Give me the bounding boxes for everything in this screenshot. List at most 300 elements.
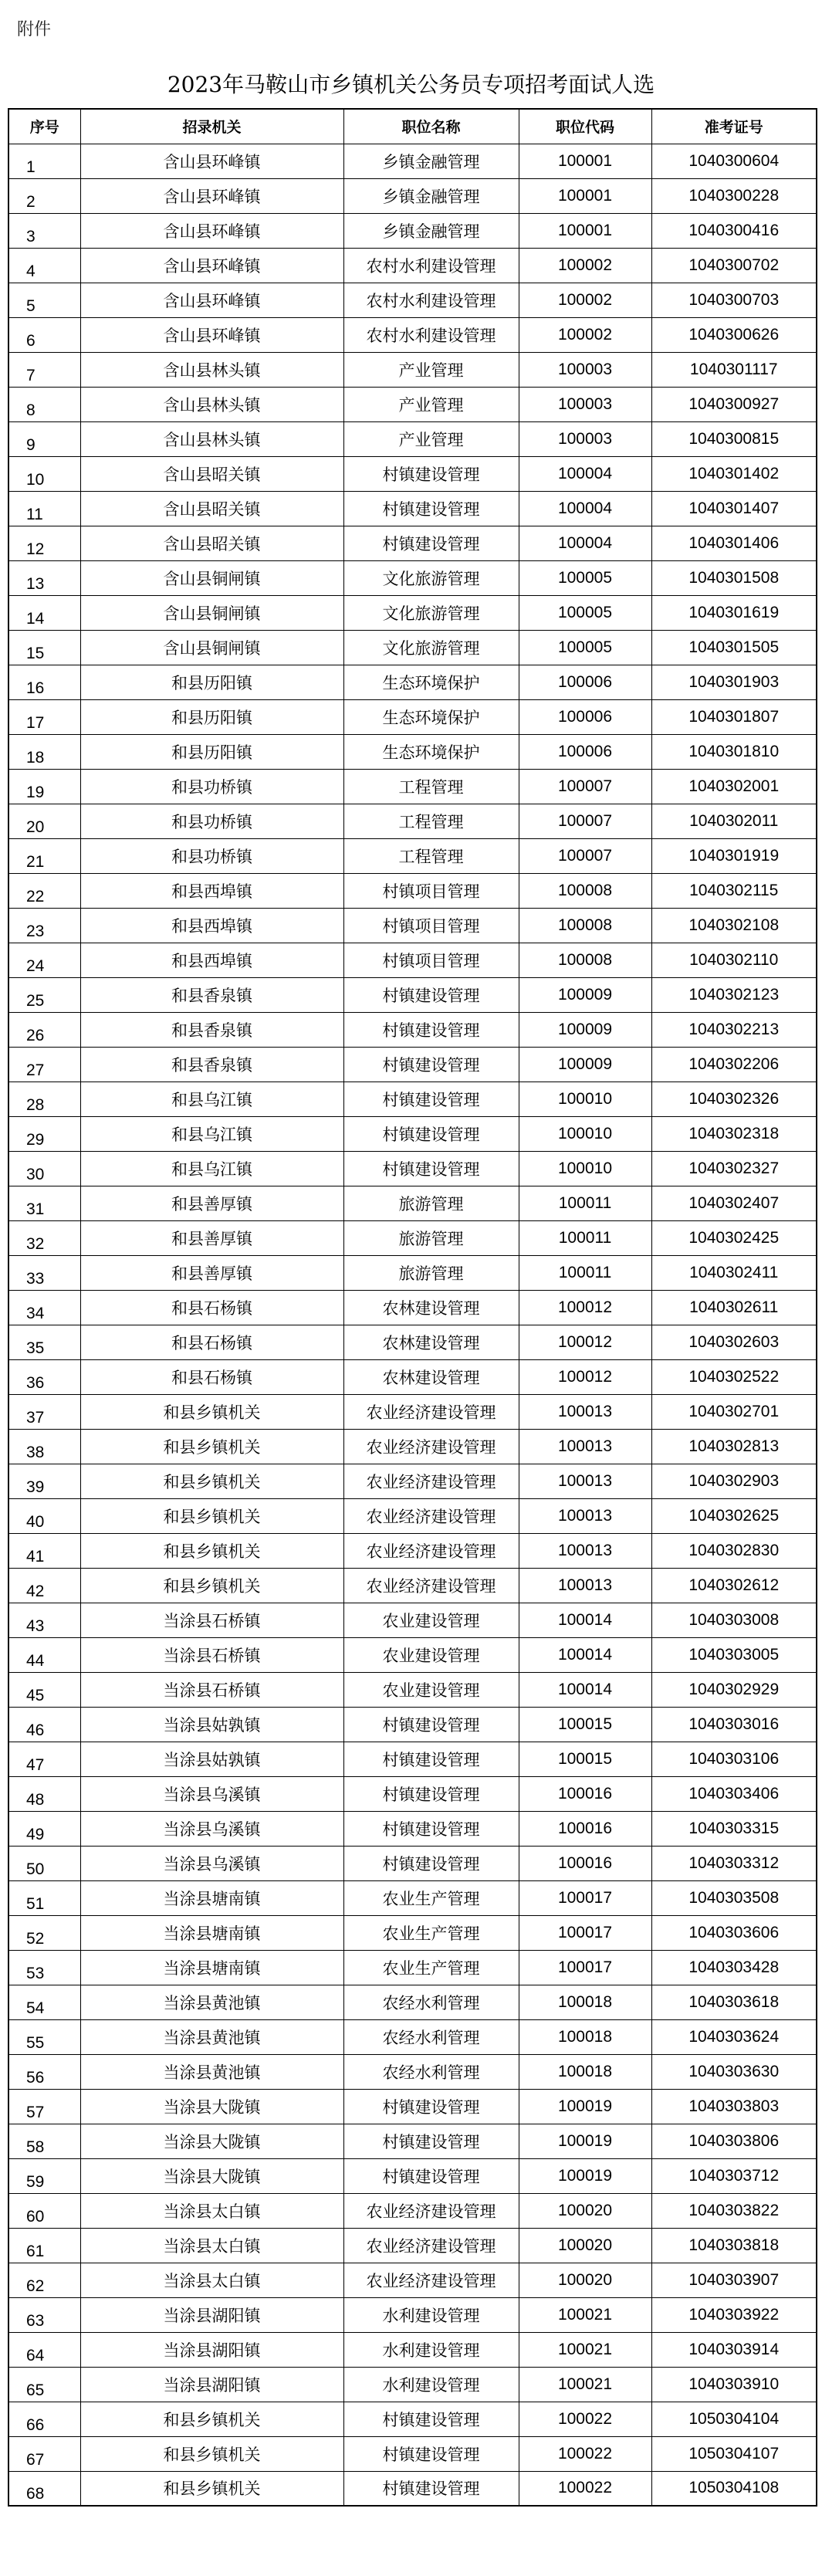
cell-agency: 和县香泉镇	[80, 1047, 343, 1082]
cell-position-code: 100003	[519, 421, 651, 456]
cell-serial: 16	[8, 665, 80, 699]
table-row	[8, 2019, 817, 2054]
cell-serial: 63	[8, 2297, 80, 2332]
cell-position: 工程管理	[343, 838, 519, 873]
cell-serial: 50	[8, 1846, 80, 1880]
cell-ticket-number: 1040301903	[651, 665, 817, 699]
cell-agency: 和县乡镇机关	[80, 2436, 343, 2471]
cell-agency: 和县石杨镇	[80, 1290, 343, 1325]
cell-position: 农经水利管理	[343, 2019, 519, 2054]
cell-ticket-number: 1040303406	[651, 1776, 817, 1811]
cell-serial: 26	[8, 1012, 80, 1047]
cell-position-code: 100014	[519, 1672, 651, 1707]
cell-position: 农业建设管理	[343, 1637, 519, 1672]
cell-serial: 12	[8, 526, 80, 560]
cell-position: 工程管理	[343, 769, 519, 804]
cell-ticket-number: 1040301919	[651, 838, 817, 873]
cell-position: 农村水利建设管理	[343, 283, 519, 317]
table-row	[8, 908, 817, 943]
cell-ticket-number: 1040302011	[651, 804, 817, 838]
cell-serial: 23	[8, 908, 80, 943]
cell-ticket-number: 1040300416	[651, 213, 817, 248]
cell-serial: 15	[8, 630, 80, 665]
cell-serial: 35	[8, 1325, 80, 1359]
cell-ticket-number: 1050304104	[651, 2402, 817, 2436]
cell-agency: 当涂县大陇镇	[80, 2089, 343, 2124]
table-row	[8, 421, 817, 456]
cell-position: 乡镇金融管理	[343, 178, 519, 213]
cell-ticket-number: 1040300815	[651, 421, 817, 456]
cell-serial: 17	[8, 699, 80, 734]
cell-ticket-number: 1040301117	[651, 352, 817, 387]
cell-position-code: 100005	[519, 630, 651, 665]
cell-serial: 42	[8, 1568, 80, 1603]
cell-ticket-number: 1040303914	[651, 2332, 817, 2367]
cell-ticket-number: 1040301402	[651, 456, 817, 491]
cell-position-code: 100016	[519, 1846, 651, 1880]
cell-agency: 当涂县湖阳镇	[80, 2332, 343, 2367]
cell-agency: 含山县林头镇	[80, 421, 343, 456]
cell-position: 村镇建设管理	[343, 2158, 519, 2193]
candidate-table	[8, 108, 817, 2507]
cell-position: 农业生产管理	[343, 1950, 519, 1985]
cell-ticket-number: 1040300927	[651, 387, 817, 421]
table-row	[8, 2436, 817, 2471]
cell-serial: 2	[8, 178, 80, 213]
cell-position-code: 100009	[519, 977, 651, 1012]
cell-position: 农业经济建设管理	[343, 1464, 519, 1498]
cell-position-code: 100006	[519, 699, 651, 734]
cell-position: 村镇建设管理	[343, 491, 519, 526]
cell-position-code: 100018	[519, 2019, 651, 2054]
table-row	[8, 2263, 817, 2297]
cell-ticket-number: 1040302612	[651, 1568, 817, 1603]
cell-agency: 和县乡镇机关	[80, 1533, 343, 1568]
cell-ticket-number: 1040301619	[651, 595, 817, 630]
cell-agency: 和县乡镇机关	[80, 1498, 343, 1533]
cell-position-code: 100019	[519, 2089, 651, 2124]
cell-position: 村镇建设管理	[343, 2402, 519, 2436]
cell-ticket-number: 1040302625	[651, 1498, 817, 1533]
cell-ticket-number: 1040302603	[651, 1325, 817, 1359]
cell-agency: 含山县环峰镇	[80, 248, 343, 283]
cell-position: 水利建设管理	[343, 2367, 519, 2402]
cell-serial: 27	[8, 1047, 80, 1082]
cell-agency: 和县乡镇机关	[80, 2471, 343, 2506]
table-row	[8, 1985, 817, 2019]
cell-position-code: 100008	[519, 943, 651, 977]
cell-position-code: 100021	[519, 2367, 651, 2402]
cell-agency: 含山县昭关镇	[80, 526, 343, 560]
page-title: 2023年马鞍山市乡镇机关公务员专项招考面试人选	[167, 72, 655, 97]
table-row	[8, 526, 817, 560]
cell-agency: 和县西埠镇	[80, 908, 343, 943]
table-row	[8, 769, 817, 804]
cell-serial: 18	[8, 734, 80, 769]
cell-agency: 和县石杨镇	[80, 1359, 343, 1394]
cell-position: 农业生产管理	[343, 1880, 519, 1915]
cell-serial: 29	[8, 1116, 80, 1151]
cell-ticket-number: 1040303806	[651, 2124, 817, 2158]
cell-position: 旅游管理	[343, 1220, 519, 1255]
cell-position-code: 100022	[519, 2471, 651, 2506]
cell-serial: 13	[8, 560, 80, 595]
cell-agency: 和县乌江镇	[80, 1151, 343, 1186]
cell-serial: 47	[8, 1742, 80, 1776]
cell-agency: 含山县铜闸镇	[80, 595, 343, 630]
cell-agency: 含山县昭关镇	[80, 456, 343, 491]
cell-serial: 66	[8, 2402, 80, 2436]
table-row	[8, 1776, 817, 1811]
cell-agency: 含山县环峰镇	[80, 283, 343, 317]
cell-ticket-number: 1040303016	[651, 1707, 817, 1742]
table-row	[8, 2124, 817, 2158]
cell-agency: 和县西埠镇	[80, 943, 343, 977]
cell-agency: 和县历阳镇	[80, 665, 343, 699]
table-row	[8, 560, 817, 595]
cell-serial: 65	[8, 2367, 80, 2402]
cell-serial: 38	[8, 1429, 80, 1464]
table-row	[8, 144, 817, 178]
cell-position: 村镇建设管理	[343, 526, 519, 560]
cell-position-code: 100018	[519, 1985, 651, 2019]
table-row	[8, 1220, 817, 1255]
cell-position: 产业管理	[343, 387, 519, 421]
cell-ticket-number: 1040300703	[651, 283, 817, 317]
cell-serial: 8	[8, 387, 80, 421]
table-row	[8, 838, 817, 873]
cell-position-code: 100020	[519, 2193, 651, 2228]
cell-ticket-number: 1040303008	[651, 1603, 817, 1637]
cell-serial: 6	[8, 317, 80, 352]
cell-position-code: 100013	[519, 1394, 651, 1429]
table-row	[8, 804, 817, 838]
cell-position-code: 100021	[519, 2332, 651, 2367]
cell-agency: 含山县铜闸镇	[80, 630, 343, 665]
table-row	[8, 213, 817, 248]
cell-agency: 含山县环峰镇	[80, 178, 343, 213]
cell-agency: 当涂县乌溪镇	[80, 1776, 343, 1811]
cell-position-code: 100009	[519, 1012, 651, 1047]
cell-position-code: 100021	[519, 2297, 651, 2332]
cell-ticket-number: 1040303910	[651, 2367, 817, 2402]
table-row	[8, 317, 817, 352]
cell-serial: 5	[8, 283, 80, 317]
table-row	[8, 1498, 817, 1533]
cell-agency: 和县功桥镇	[80, 838, 343, 873]
cell-position-code: 100018	[519, 2054, 651, 2089]
cell-position: 农林建设管理	[343, 1290, 519, 1325]
cell-agency: 当涂县黄池镇	[80, 1985, 343, 2019]
table-row	[8, 1846, 817, 1880]
cell-position: 乡镇金融管理	[343, 144, 519, 178]
cell-agency: 含山县林头镇	[80, 352, 343, 387]
table-row	[8, 2228, 817, 2263]
cell-ticket-number: 1040301508	[651, 560, 817, 595]
cell-ticket-number: 1040302326	[651, 1082, 817, 1116]
cell-ticket-number: 1040302425	[651, 1220, 817, 1255]
cell-ticket-number: 1050304108	[651, 2471, 817, 2506]
table-row	[8, 456, 817, 491]
cell-position-code: 100003	[519, 352, 651, 387]
table-row	[8, 2332, 817, 2367]
cell-position: 村镇建设管理	[343, 2124, 519, 2158]
cell-serial: 24	[8, 943, 80, 977]
cell-position: 村镇建设管理	[343, 2436, 519, 2471]
cell-position-code: 100019	[519, 2124, 651, 2158]
cell-serial: 61	[8, 2228, 80, 2263]
cell-position-code: 100020	[519, 2228, 651, 2263]
cell-serial: 36	[8, 1359, 80, 1394]
cell-agency: 含山县环峰镇	[80, 144, 343, 178]
cell-position-code: 100011	[519, 1255, 651, 1290]
cell-serial: 11	[8, 491, 80, 526]
cell-position-code: 100013	[519, 1533, 651, 1568]
cell-serial: 4	[8, 248, 80, 283]
table-row	[8, 1811, 817, 1846]
cell-agency: 和县善厚镇	[80, 1220, 343, 1255]
cell-serial: 43	[8, 1603, 80, 1637]
cell-serial: 7	[8, 352, 80, 387]
cell-agency: 含山县昭关镇	[80, 491, 343, 526]
table-row	[8, 1533, 817, 1568]
table-row	[8, 178, 817, 213]
table-row	[8, 2054, 817, 2089]
cell-agency: 当涂县乌溪镇	[80, 1811, 343, 1846]
cell-position-code: 100004	[519, 526, 651, 560]
cell-position-code: 100001	[519, 178, 651, 213]
cell-agency: 含山县环峰镇	[80, 213, 343, 248]
table-row	[8, 1915, 817, 1950]
table-row	[8, 1707, 817, 1742]
cell-agency: 当涂县黄池镇	[80, 2019, 343, 2054]
column-header-position-code: 职位代码	[519, 109, 651, 144]
cell-agency: 和县乡镇机关	[80, 2402, 343, 2436]
column-header-position: 职位名称	[343, 109, 519, 144]
cell-ticket-number: 1040302903	[651, 1464, 817, 1498]
cell-serial: 48	[8, 1776, 80, 1811]
cell-ticket-number: 1040300228	[651, 178, 817, 213]
cell-ticket-number: 1040302123	[651, 977, 817, 1012]
cell-position-code: 100010	[519, 1116, 651, 1151]
table-row	[8, 2367, 817, 2402]
table-row	[8, 699, 817, 734]
table-row	[8, 2402, 817, 2436]
table-body	[8, 144, 817, 2506]
cell-position: 农业经济建设管理	[343, 2193, 519, 2228]
cell-ticket-number: 1040301505	[651, 630, 817, 665]
cell-position: 文化旅游管理	[343, 630, 519, 665]
cell-position: 文化旅游管理	[343, 595, 519, 630]
cell-position-code: 100001	[519, 213, 651, 248]
cell-serial: 28	[8, 1082, 80, 1116]
cell-serial: 31	[8, 1186, 80, 1220]
cell-position: 农经水利管理	[343, 2054, 519, 2089]
cell-serial: 33	[8, 1255, 80, 1290]
cell-position-code: 100022	[519, 2436, 651, 2471]
cell-ticket-number: 1040303712	[651, 2158, 817, 2193]
cell-position: 村镇项目管理	[343, 873, 519, 908]
cell-position-code: 100010	[519, 1151, 651, 1186]
cell-ticket-number: 1040301406	[651, 526, 817, 560]
cell-position: 文化旅游管理	[343, 560, 519, 595]
table-row	[8, 1880, 817, 1915]
cell-ticket-number: 1040303005	[651, 1637, 817, 1672]
cell-position: 农村水利建设管理	[343, 248, 519, 283]
cell-position: 村镇建设管理	[343, 2471, 519, 2506]
cell-ticket-number: 1040300604	[651, 144, 817, 178]
cell-position-code: 100005	[519, 595, 651, 630]
cell-position-code: 100008	[519, 873, 651, 908]
cell-position: 村镇建设管理	[343, 2089, 519, 2124]
cell-serial: 1	[8, 144, 80, 178]
cell-agency: 和县乡镇机关	[80, 1429, 343, 1464]
cell-agency: 和县功桥镇	[80, 769, 343, 804]
table-row	[8, 2471, 817, 2506]
cell-position-code: 100002	[519, 283, 651, 317]
table-row	[8, 1672, 817, 1707]
cell-ticket-number: 1040303803	[651, 2089, 817, 2124]
cell-agency: 当涂县湖阳镇	[80, 2297, 343, 2332]
cell-position-code: 100017	[519, 1950, 651, 1985]
attachment-label: 附件	[17, 19, 52, 39]
cell-ticket-number: 1040300702	[651, 248, 817, 283]
table-row	[8, 352, 817, 387]
cell-ticket-number: 1040302407	[651, 1186, 817, 1220]
table-row	[8, 665, 817, 699]
cell-serial: 34	[8, 1290, 80, 1325]
cell-agency: 和县乡镇机关	[80, 1394, 343, 1429]
cell-agency: 和县历阳镇	[80, 734, 343, 769]
table-row	[8, 1325, 817, 1359]
cell-position-code: 100017	[519, 1880, 651, 1915]
cell-ticket-number: 1040302213	[651, 1012, 817, 1047]
cell-ticket-number: 1040301807	[651, 699, 817, 734]
cell-serial: 51	[8, 1880, 80, 1915]
table-header-row	[8, 109, 817, 144]
cell-position: 乡镇金融管理	[343, 213, 519, 248]
cell-position: 村镇建设管理	[343, 1082, 519, 1116]
cell-position-code: 100010	[519, 1082, 651, 1116]
table-row	[8, 943, 817, 977]
table-row	[8, 1047, 817, 1082]
table-row	[8, 283, 817, 317]
cell-serial: 49	[8, 1811, 80, 1846]
table-row	[8, 2158, 817, 2193]
cell-serial: 30	[8, 1151, 80, 1186]
cell-ticket-number: 1040302108	[651, 908, 817, 943]
cell-position-code: 100014	[519, 1637, 651, 1672]
cell-position-code: 100016	[519, 1811, 651, 1846]
cell-position: 村镇项目管理	[343, 908, 519, 943]
cell-position-code: 100001	[519, 144, 651, 178]
cell-agency: 当涂县太白镇	[80, 2193, 343, 2228]
cell-position: 村镇建设管理	[343, 1116, 519, 1151]
cell-ticket-number: 1040303428	[651, 1950, 817, 1985]
cell-position: 农林建设管理	[343, 1359, 519, 1394]
table-row	[8, 1637, 817, 1672]
table-row	[8, 734, 817, 769]
table-row	[8, 1116, 817, 1151]
cell-ticket-number: 1040303315	[651, 1811, 817, 1846]
cell-position: 农业经济建设管理	[343, 1533, 519, 1568]
cell-position: 村镇建设管理	[343, 456, 519, 491]
cell-position-code: 100007	[519, 838, 651, 873]
cell-serial: 9	[8, 421, 80, 456]
cell-serial: 21	[8, 838, 80, 873]
cell-position-code: 100015	[519, 1742, 651, 1776]
cell-position-code: 100007	[519, 769, 651, 804]
cell-ticket-number: 1040303818	[651, 2228, 817, 2263]
cell-position-code: 100013	[519, 1464, 651, 1498]
cell-position: 农业经济建设管理	[343, 2228, 519, 2263]
cell-position-code: 100013	[519, 1568, 651, 1603]
cell-position: 生态环境保护	[343, 734, 519, 769]
column-header-ticket-number: 准考证号	[651, 109, 817, 144]
cell-position-code: 100012	[519, 1290, 651, 1325]
column-header-serial: 序号	[8, 109, 80, 144]
cell-position-code: 100007	[519, 804, 651, 838]
cell-position: 农业生产管理	[343, 1915, 519, 1950]
cell-ticket-number: 1040302115	[651, 873, 817, 908]
cell-position: 农业经济建设管理	[343, 1429, 519, 1464]
table-row	[8, 491, 817, 526]
cell-position: 产业管理	[343, 352, 519, 387]
cell-position-code: 100002	[519, 248, 651, 283]
cell-agency: 含山县铜闸镇	[80, 560, 343, 595]
cell-position: 水利建设管理	[343, 2297, 519, 2332]
cell-serial: 3	[8, 213, 80, 248]
cell-position-code: 100011	[519, 1186, 651, 1220]
cell-position: 村镇项目管理	[343, 943, 519, 977]
cell-position: 村镇建设管理	[343, 1811, 519, 1846]
cell-position-code: 100015	[519, 1707, 651, 1742]
cell-ticket-number: 1040302110	[651, 943, 817, 977]
cell-position-code: 100006	[519, 665, 651, 699]
table-row	[8, 1012, 817, 1047]
cell-agency: 和县香泉镇	[80, 977, 343, 1012]
cell-ticket-number: 1040302327	[651, 1151, 817, 1186]
cell-position: 生态环境保护	[343, 699, 519, 734]
cell-position: 村镇建设管理	[343, 1742, 519, 1776]
cell-position: 旅游管理	[343, 1255, 519, 1290]
cell-position-code: 100006	[519, 734, 651, 769]
cell-agency: 当涂县姑孰镇	[80, 1707, 343, 1742]
cell-position: 旅游管理	[343, 1186, 519, 1220]
cell-position-code: 100005	[519, 560, 651, 595]
cell-agency: 当涂县乌溪镇	[80, 1846, 343, 1880]
table-row	[8, 1359, 817, 1394]
table-row	[8, 2193, 817, 2228]
table-row	[8, 1603, 817, 1637]
cell-serial: 67	[8, 2436, 80, 2471]
cell-agency: 当涂县塘南镇	[80, 1950, 343, 1985]
table-row	[8, 248, 817, 283]
cell-serial: 59	[8, 2158, 80, 2193]
table-row	[8, 387, 817, 421]
cell-agency: 和县善厚镇	[80, 1255, 343, 1290]
cell-position: 农业经济建设管理	[343, 1394, 519, 1429]
table-row	[8, 595, 817, 630]
cell-position-code: 100020	[519, 2263, 651, 2297]
cell-ticket-number: 1040301810	[651, 734, 817, 769]
cell-ticket-number: 1040303907	[651, 2263, 817, 2297]
cell-position: 水利建设管理	[343, 2332, 519, 2367]
cell-serial: 68	[8, 2471, 80, 2506]
cell-agency: 和县善厚镇	[80, 1186, 343, 1220]
cell-serial: 20	[8, 804, 80, 838]
cell-agency: 和县乡镇机关	[80, 1464, 343, 1498]
